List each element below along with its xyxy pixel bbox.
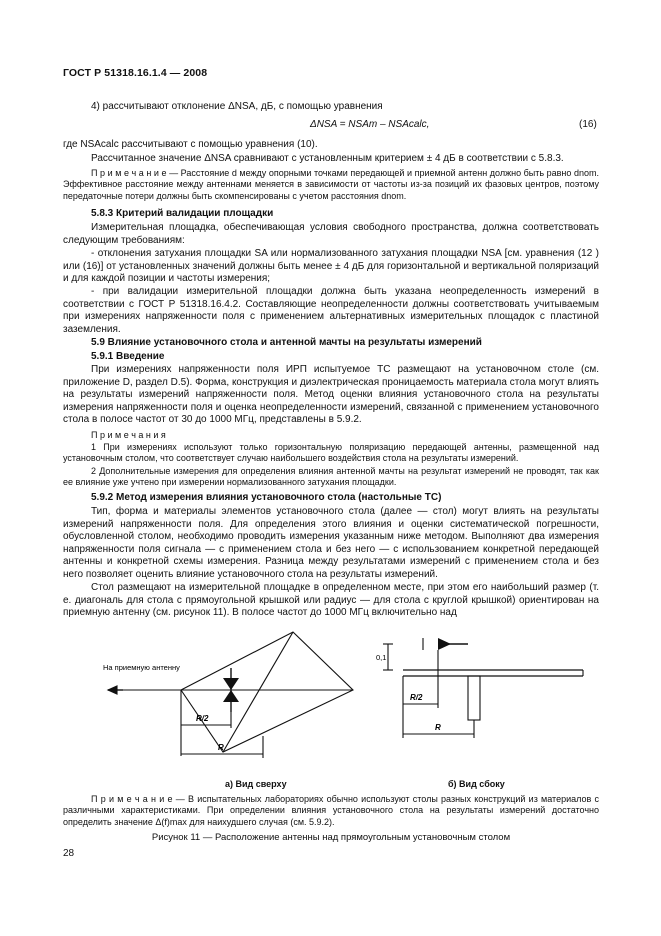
- label-01: 0,1: [376, 653, 387, 662]
- caption-top-view: а) Вид сверху: [225, 779, 287, 789]
- note-1: 1 При измерениях используют только горизонтальную поляризацию передающей антенны, размещенной над установочным столом, что соответствует случаю наибольшего воздействия стола на результаты измерений.: [63, 442, 599, 464]
- section-592-title: 5.9.2 Метод измерения влияния установочного стола (настольные ТС): [91, 492, 442, 503]
- label-antenna: На приемную антенну: [103, 663, 180, 672]
- side-antenna-icon: [438, 638, 451, 650]
- label-r2-side: R/2: [410, 693, 423, 702]
- label-r2-top: R/2: [196, 714, 209, 723]
- section-591-para: При измерениях напряженности поля ИРП испытуемое ТС размещают на установочном столе (см. приложение D, раздел D.5). Форма, конструкция и диэлектрическая проницаемость материала стола могут влиять на результаты измерений напряженности поля. Метод оценки влияния установочного стола на результаты измерения напряженности поля и оценка неопределенности измерений, связанной с применением установочного стола в полосе частот от 30 до 1000 МГц, представлены в 5.9.2.: [63, 364, 599, 426]
- label-r-side: R: [435, 723, 441, 732]
- page-number: 28: [63, 848, 75, 859]
- step-4-text: 4) рассчитывают отклонение ΔNSA, дБ, с помощью уравнения: [91, 101, 383, 112]
- label-r-top: R: [218, 743, 224, 752]
- where-line: где NSAcalc рассчитывают с помощью уравнения (10).: [63, 139, 318, 150]
- section-583-para-1: Измерительная площадка, обеспечивающая условия свободного пространства, должна соответствовать следующим требованиям:: [63, 222, 599, 246]
- section-583-para-3: - при валидации измерительной площадки должна быть указана неопределенность измерений в соответствии с ГОСТ Р 51318.16.4.2. Составляющие неопределенности должны соответствовать учитываемым при измерениях напряженности поля с применением альтернативных измерительных площадок с пластиной заземления.: [63, 286, 599, 335]
- equation-number: (16): [579, 119, 597, 130]
- note-2: 2 Дополнительные измерения для определения влияния антенной мачты на результат измерений не проводят, так как ее влияние уже учтено при измерении нормализованного затухания площадки.: [63, 466, 599, 488]
- section-583-para-2: - отклонения затухания площадки SA или нормализованного затухания площадки NSA [см. уравнения (12 ) или (16)] от установленных значений должны быть менее ± 4 дБ для горизонтальной и вертикальной поляризаций и для каждой позиции и частоты измерения;: [63, 248, 599, 285]
- section-583-title: 5.8.3 Критерий валидации площадки: [91, 208, 274, 219]
- notes-label: П р и м е ч а н и я: [91, 430, 166, 440]
- section-592-para-1: Тип, форма и материалы элементов установочного стола (далее — стол) могут влиять на результаты измерений напряженности поля. Для определения этого влияния и оценки систематической погрешности, обусловленной столом, необходимо проводить измерения указанным ниже методом. Выполняют два измерения напряженности поля сигнала — с применением стола и без него — с использованием конкретной передающей антенны и конкретной схемы измерения. Разница между результатами измерений с применением стола и без него позволяет оценить влияние установочного стола на результаты измерений.: [63, 506, 599, 580]
- figure-note: П р и м е ч а н и е — В испытательных лабораториях обычно используют столы разных конструкций из материалов с различными характеристиками. При определении влияния установочного стола на результаты измерений достаточно определить значение Δ(f)max для наихудшего случая (см. 5.9.2).: [63, 794, 599, 827]
- table-top-outline: [181, 632, 353, 752]
- top-view: [108, 632, 583, 758]
- section-59-title: 5.9 Влияние установочного стола и антенной мачты на результаты измерений: [91, 337, 482, 348]
- section-592-para-2: Стол размещают на измерительной площадке в определенном месте, при этом его наибольший размер (т. е. диагональ для стола с прямоугольной крышкой или радиус — для стола с круглой крышкой) ориентирован на приемную антенну (см. рисунок 11). В полосе частот до 1000 МГц включительно над: [63, 582, 599, 619]
- side-table-leg: [468, 676, 480, 720]
- figure-caption: Рисунок 11 — Расположение антенны над прямоугольным установочным столом: [151, 832, 511, 843]
- compare-line: Рассчитанное значение ΔNSA сравнивают с установленным критерием ± 4 дБ в соответствии с 5.8.3.: [91, 153, 564, 164]
- arrow-head-icon: [108, 686, 117, 694]
- note-distance: П р и м е ч а н и е — Расстояние d между опорными точками передающей и приемной антенн должно быть равно dnom. Эффективное расстояние между антеннами меняется в зависимости от частоты из-за позиций их фазовых центров, поэтому передаточные потери должны быть скомпенсированы с учетом расстояния dnom.: [63, 168, 599, 201]
- equation-16: ΔNSA = NSAm – NSAcalc,: [310, 119, 430, 130]
- figure-11: [63, 630, 603, 790]
- document-header: ГОСТ Р 51318.16.1.4 — 2008: [63, 67, 208, 79]
- section-591-title: 5.9.1 Введение: [91, 351, 165, 362]
- caption-side-view: б) Вид сбоку: [448, 779, 505, 789]
